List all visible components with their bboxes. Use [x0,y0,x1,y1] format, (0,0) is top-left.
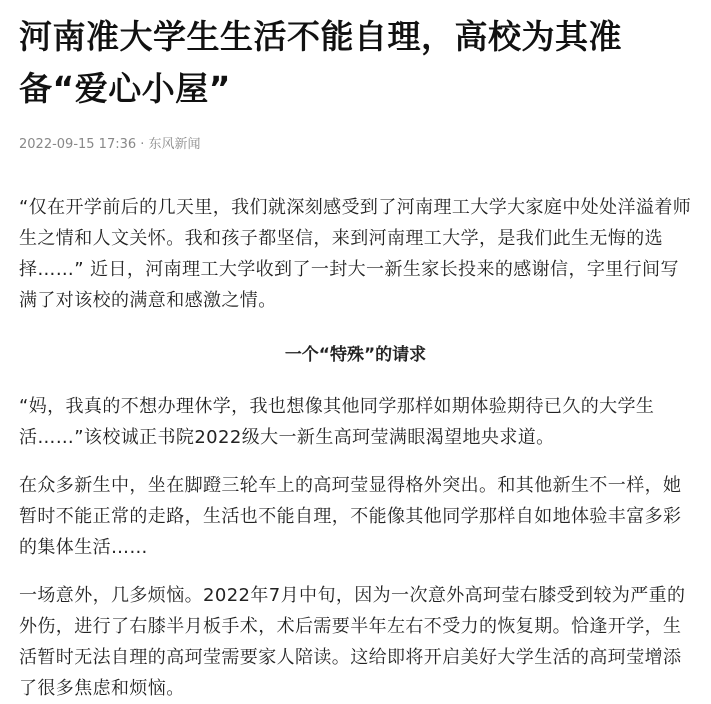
article-paragraph: 在众多新生中，坐在脚蹬三轮车上的高珂莹显得格外突出。和其他新生不一样，她暂时不能正常的走路，生活也不能自理，不能像其他同学那样自如地体验丰富多彩的集体生活…… [19,475,682,558]
section-heading: 一个“特殊”的请求 [284,345,427,365]
article-paragraph: 一场意外，几多烦恼。2022年7月中旬，因为一次意外高珂莹右膝受到较为严重的外伤，进行了右膝半月板手术，术后需要半年左右不受力的恢复期。恰逢开学，生活暂时无法自理的高珂莹需要家人陪读。这给即将开启美好大学生活的高珂莹增添了很多焦虑和烦恼。 [19,585,686,699]
article-meta: 2022-09-15 17:36 · 东风新闻 [19,137,201,152]
article-paragraph: “妈，我真的不想办理休学，我也想像其他同学那样如期体验期待已久的大学生活……”该校诚正书院2022级大一新生高珂莹满眼渴望地央求道。 [19,396,655,448]
article-title: 河南准大学生生活不能自理，高校为其准备“爱心小屋” [19,17,622,108]
article-paragraph: “仅在开学前后的几天里，我们就深刻感受到了河南理工大学大家庭中处处洋溢着师生之情和人文关怀。我和孩子都坚信，来到河南理工大学，是我们此生无悔的选择……” 近日，河南理工大学收到了一封大一新生家长投来的感谢信，字里行间写满了对该校的满意和感激之情。 [19,197,692,311]
